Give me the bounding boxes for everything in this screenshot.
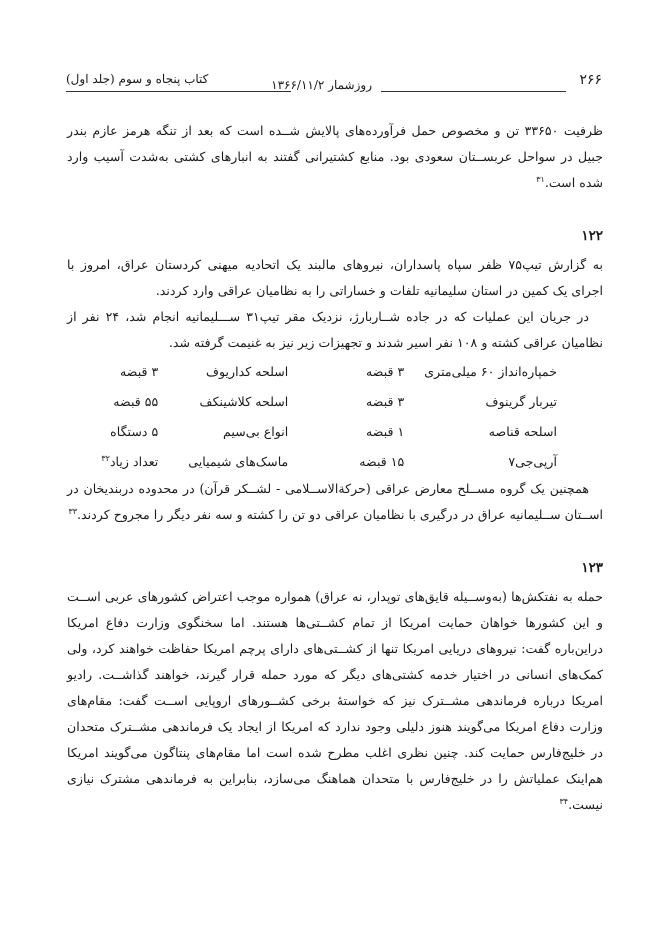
equipment-name: اسلحه قناصه bbox=[488, 423, 557, 439]
equipment-qty: ۵ دستگاه bbox=[110, 423, 159, 439]
equipment-qty: تعداد زیاد$^{۳۲}$ bbox=[101, 453, 159, 469]
equipment-qty: ۱۵ قبضه bbox=[359, 453, 405, 469]
book-title: کتاب پنجاه و سوم (جلد اول) bbox=[66, 72, 209, 86]
entry-number-122: ۱۲۲ bbox=[581, 228, 603, 244]
entry-122-paragraph-3-text: همچنین یک گروه مســلح معارض عراقی (حرکة‌الاســلامی - لشــکر قرآن) در محدوده دربندیخان در اســتان ســلیمانیه عراق در درگیری با نظامیان عراقی دو تن را کشته و سه نفر دیگر را مجروح کردند. bbox=[67, 481, 603, 522]
equipment-name: اسلحه کلاشینکف bbox=[199, 393, 289, 409]
footnote-ref: ۳۳ bbox=[68, 506, 78, 516]
footnote-ref: ۳۴ bbox=[559, 796, 569, 806]
equipment-row bbox=[101, 356, 557, 386]
entry-122-paragraph-1: به گزارش تیپ۷۵ ظفر سپاه پاسداران، نیروهای مالبند یک اتحادیه میهنی کردستان عراق، امروز با اجرای یک کمین در استان سلیمانیه تلفات و خساراتی را به نظامیان عراقی وارد کردند. bbox=[67, 257, 603, 298]
equipment-name: ماسک‌های شیمیایی bbox=[188, 453, 289, 469]
equipment-name: خمپاره‌انداز ۶۰ میلی‌متری bbox=[424, 363, 557, 379]
equipment-qty: ۳ قبضه bbox=[366, 363, 405, 379]
entry-123-paragraph-1-text: حمله به نفتکش‌ها (به‌وســیله قایق‌های توپدار، نه عراق) همواره موجب اعتراض کشورهای عربی اســت و این کشورها خواهان حمایت امریکا از تمام کشــتی‌ها هستند. اما سخنگوی وزارت دفاع امریکا دراین‌باره گفت: نیروهای دریایی امریکا تنها از کشــتی‌های دارای پرچم امریکا حفاظت خواهند کرد، ولی کمک‌های انسانی در اختیار خدمه کشتی‌های دیگر که مورد حمله قرار گیرند، خواهند گذاشــت. رادیو امریکا درباره فرماندهی مشــترک نیز که خواستهٔ برخی کشــورهای اروپایی اســت گفت: مقام‌های وزارت دفاع امریکا می‌گویند هنوز دلیلی وجود ندارد که امریکا از ایجاد یک فرماندهی مشــترک متحدان در خلیج‌فارس حمایت کند. چنین نظری اغلب مطرح شده است اما مقام‌های پنتاگون می‌گویند امریکا هم‌اینک عملیاتش را در خلیج‌فارس با متحدان هماهنگ می‌سازد، بنابراین به فرماندهی مشترک نیازی نیست. bbox=[67, 589, 603, 812]
header-rule-left bbox=[66, 91, 291, 92]
equipment-list bbox=[101, 356, 557, 476]
running-header bbox=[66, 72, 602, 96]
page-number: ۲۶۶ bbox=[579, 72, 602, 88]
header-rule-right bbox=[381, 91, 566, 92]
entry-122-paragraph-3 bbox=[67, 476, 603, 528]
equipment-qty: ۵۵ قبضه bbox=[113, 393, 159, 409]
equipment-name: تیربار گرینوف bbox=[485, 393, 557, 409]
equipment-name: اسلحه کداریوف bbox=[205, 363, 289, 379]
equipment-name: انواع بی‌سیم bbox=[223, 423, 289, 439]
entry-123-paragraph-1 bbox=[67, 584, 603, 818]
equipment-qty: ۳ قبضه bbox=[120, 363, 159, 379]
equipment-row bbox=[101, 416, 557, 446]
equipment-row bbox=[101, 386, 557, 416]
equipment-name: آرپی‌جی۷ bbox=[508, 453, 557, 469]
equipment-qty: ۱ قبضه bbox=[366, 423, 405, 439]
footnote-ref: ۳۲ bbox=[101, 453, 110, 463]
page-body bbox=[67, 118, 603, 818]
entry-122-paragraph-2: در جریان این عملیات که در جاده شــاربارژ، نزدیک مقر تیپ۳۱ ســـلیمانیه انجام شد، ۲۴ نفر از نظامیان عراقی کشته و ۱۰۸ نفر اسیر شدند و تجهیزات زیر نیز به غنیمت گرفته شد. bbox=[67, 309, 603, 350]
footnote-ref: ۳۱ bbox=[536, 174, 545, 184]
entry-number-123: ۱۲۳ bbox=[581, 560, 603, 576]
intro-text: ظرفیت ۳۳۶۵۰ تن و مخصوص حمل فرآورده‌های پالایش شــده است که بعد از تنگه هرمز عازم بندر جبیل در سواحل عربســتان سعودی بود. منابع کشتیرانی گفتند به انبارهای کشتی به‌شدت آسیب وارد شده است. bbox=[67, 123, 603, 190]
intro-paragraph bbox=[67, 118, 603, 196]
equipment-row bbox=[101, 446, 557, 476]
equipment-qty: ۳ قبضه bbox=[366, 393, 405, 409]
header-date: روزشمار ۱۳۶۶/۱۱/۲ bbox=[271, 78, 372, 92]
